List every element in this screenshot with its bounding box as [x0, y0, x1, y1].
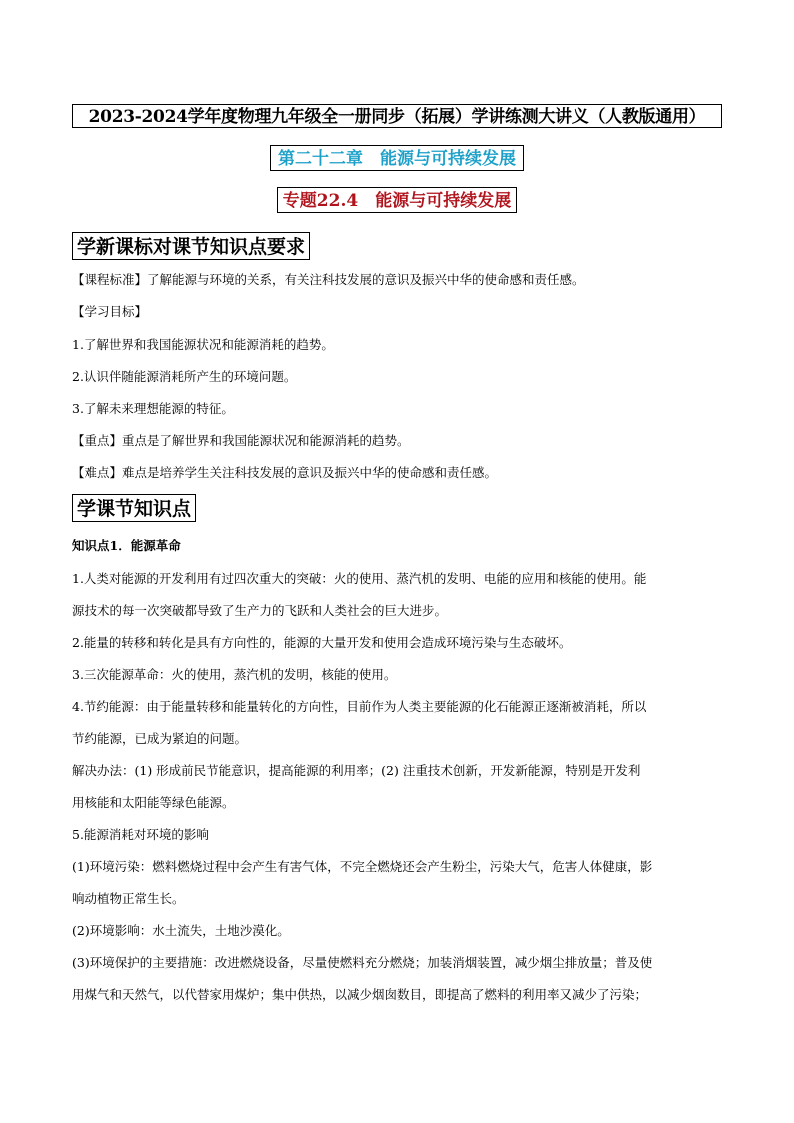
course-standard: 【课程标准】了解能源与环境的关系，有关注科技发展的意识及振兴中华的使命感和责任感。	[72, 272, 585, 287]
paragraph-line: 2.能量的转移和转化是具有方向性的，能源的大量开发和使用会造成环境污染与生态破坏。	[72, 635, 572, 650]
paragraph-line: 1.人类对能源的开发利用有过四次重大的突破：火的使用、蒸汽机的发明、电能的应用和核能的使用。能	[72, 571, 647, 586]
paragraph-line: 源技术的每一次突破都导致了生产力的飞跃和人类社会的巨大进步。	[72, 603, 448, 618]
paragraph-line: 用核能和太阳能等绿色能源。	[72, 795, 235, 810]
paragraph-line: 解决办法：(1) 形成前民节能意识，提高能源的利用率；(2) 注重技术创新，开发新能源，特别是开发利	[72, 763, 641, 778]
paragraph-line: 3.三次能源革命：火的使用，蒸汽机的发明，核能的使用。	[72, 667, 397, 682]
document-title: 2023-2024学年度物理九年级全一册同步（拓展）学讲练测大讲义（人教版通用）	[72, 104, 722, 128]
paragraph-line: 4.节约能源：由于能量转移和能量转化的方向性，目前作为人类主要能源的化石能源正逐渐被消耗，所以	[72, 699, 647, 714]
knowledge-point-title: 知识点1．能源革命	[72, 538, 181, 553]
section-heading-standards: 学新课标对课节知识点要求	[72, 232, 310, 260]
paragraph-line: 用煤气和天然气，以代替家用煤炉；集中供热，以减少烟囱数目，即提高了燃料的利用率又减少了污染；	[72, 987, 648, 1002]
paragraph-line: 5.能源消耗对环境的影响	[72, 827, 209, 842]
chapter-title: 第二十二章 能源与可持续发展	[270, 145, 524, 171]
paragraph-line: (1)环境污染：燃料燃烧过程中会产生有害气体，不完全燃烧还会产生粉尘，污染大气，危害人体健康，影	[72, 859, 653, 874]
learning-goal-item: 3.了解未来理想能源的特征。	[72, 401, 234, 416]
paragraph-line: 响动植物正常生长。	[72, 891, 185, 906]
difficult-point: 【难点】难点是培养学生关注科技发展的意识及振兴中华的使命感和责任感。	[72, 465, 498, 480]
section-heading-knowledge: 学课节知识点	[72, 494, 196, 522]
topic-title: 专题22.4 能源与可持续发展	[277, 187, 517, 213]
learning-goal-item: 1.了解世界和我国能源状况和能源消耗的趋势。	[72, 337, 334, 352]
paragraph-line: (2)环境影响：水土流失，土地沙漠化。	[72, 923, 290, 938]
paragraph-line: 节约能源，已成为紧迫的问题。	[72, 731, 248, 746]
paragraph-line: (3)环境保护的主要措施：改进燃烧设备，尽量使燃料充分燃烧；加装消烟装置，减少烟尘排放量；普及使	[72, 955, 653, 970]
learning-goal-item: 2.认识伴随能源消耗所产生的环境问题。	[72, 369, 297, 384]
learning-goals-heading: 【学习目标】	[72, 304, 148, 319]
key-point: 【重点】重点是了解世界和我国能源状况和能源消耗的趋势。	[72, 433, 410, 448]
